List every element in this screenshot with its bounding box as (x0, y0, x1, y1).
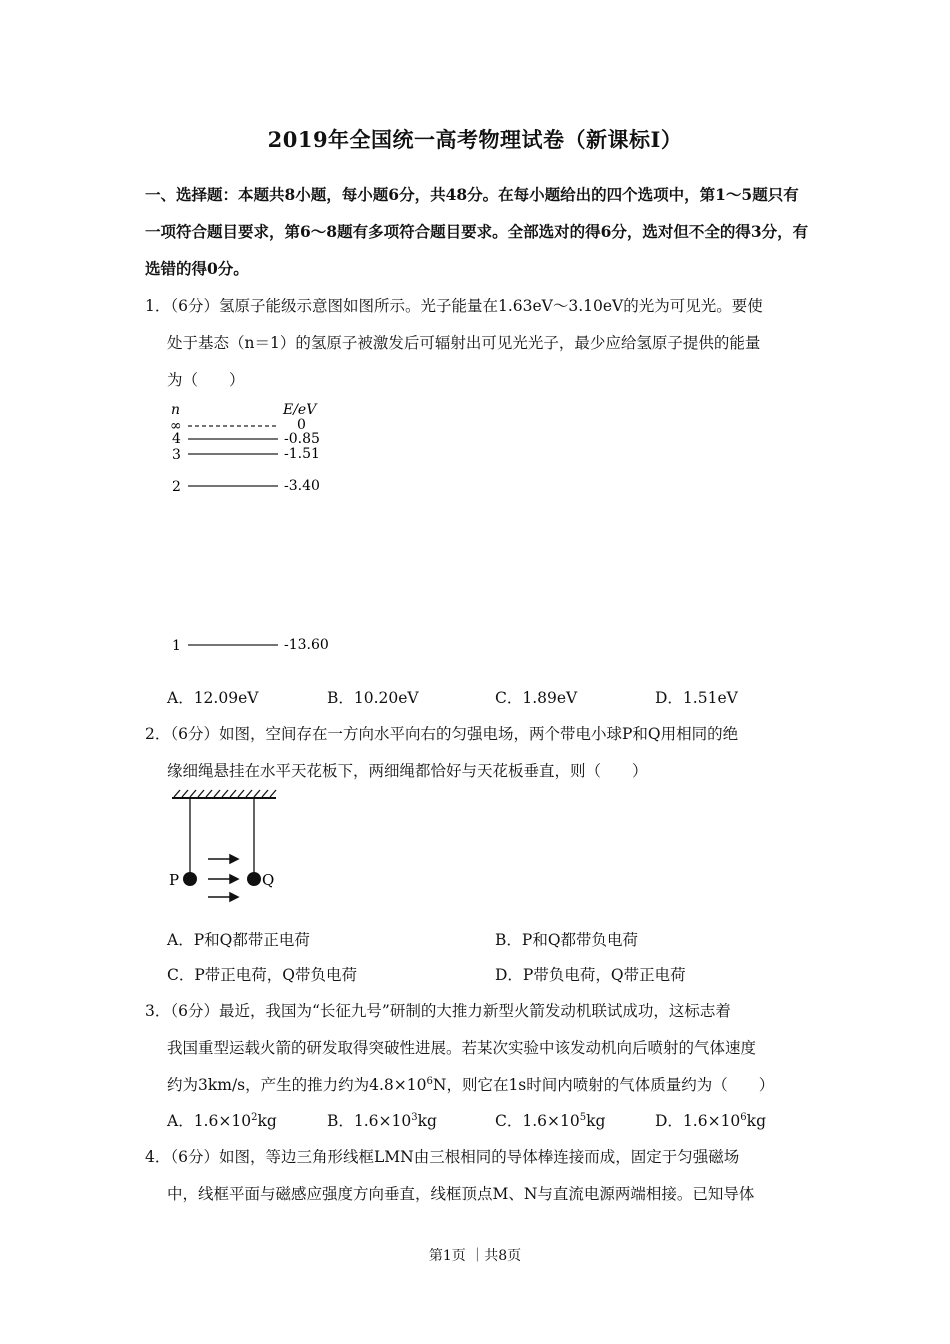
q3-option-b: B．$1.6\times 10^3kg$ (327, 1111, 437, 1130)
ball-q (247, 872, 261, 886)
level-energy: -13.60 (284, 637, 329, 653)
level-4 (172, 431, 320, 447)
level-n: 3 (172, 447, 181, 463)
page-title: 2019年全国统一高考物理试卷（新课标Ⅰ） (267, 127, 683, 152)
level-n: 1 (172, 638, 181, 654)
charged-balls-figure (162, 788, 292, 908)
energy-level-diagram (165, 398, 345, 660)
q1-option-c: C．1.89eV (495, 689, 578, 707)
q3-option-a: A．$1.6\times 10^2kg$ (167, 1111, 277, 1130)
ball-p (183, 872, 197, 886)
label-p: P (169, 871, 180, 889)
q2-line1: 2．（6分）如图，空间存在一方向水平向右的匀强电场，两个带电小球P和Q用相同的绝 (145, 725, 739, 743)
q3-option-d: D．$1.6\times 10^6kg$ (655, 1111, 766, 1130)
q3-line3 (167, 1073, 774, 1095)
level-energy: -0.85 (284, 431, 320, 447)
q1-option-d: D．1.51eV (655, 689, 738, 707)
q1-option-a: A．12.09eV (167, 689, 259, 707)
level-n: 2 (172, 479, 181, 495)
q4-line1: 4．（6分）如图，等边三角形线框LMN由三根相同的导体棒连接而成，固定于匀强磁场 (145, 1148, 740, 1166)
level-energy: 0 (297, 417, 306, 433)
q1-line1: 1．（6分）氢原子能级示意图如图所示。光子能量在1.63eV～3.10eV的光为可见光。要使 (145, 297, 763, 315)
q2-option-d: D．P带负电荷，Q带正电荷 (495, 966, 686, 984)
n-label: n (171, 402, 181, 418)
q1-line2: 处于基态（n＝1）的氢原子被激发后可辐射出可见光光子，最少应给氢原子提供的能量 (167, 334, 761, 352)
level-energy: -3.40 (284, 478, 320, 494)
q2-option-b: B．P和Q都带负电荷 (495, 931, 639, 949)
energy-axis-label: E/eV (283, 402, 317, 418)
level-1 (172, 637, 329, 654)
q3-line2: 我国重型运载火箭的研发取得突破性进展。若某次实验中该发动机向后喷射的气体速度 (167, 1039, 757, 1057)
q2-option-c: C．P带正电荷，Q带负电荷 (167, 966, 357, 984)
level-3 (172, 446, 320, 463)
field-arrows (208, 855, 238, 901)
q3-line3-tail: N，则它在1s时间内喷射的气体质量约为（ ） (432, 1076, 775, 1094)
level-n: ∞ (170, 418, 182, 434)
ceiling-hatch (174, 790, 276, 797)
q1-line3: 为（ ） (167, 371, 245, 389)
q2-line2: 缘细绳悬挂在水平天花板下，两细绳都恰好与天花板垂直，则（ ） (167, 762, 648, 780)
q2-option-a: A．P和Q都带正电荷 (167, 931, 310, 949)
section-heading: 一、选择题：本题共8小题，每小题6分，共48分。在每小题给出的四个选项中，第1～5题只有一项符合题目要求，第6～8题有多项符合题目要求。全部选对的得6分，选对但不全的得3分，有选错的得0分。 (145, 185, 809, 278)
q4-line2: 中，线框平面与磁感应强度方向垂直，线框顶点M、N与直流电源两端相接。已知导体 (167, 1185, 755, 1203)
level-energy: -1.51 (284, 446, 320, 462)
page-footer: 第1页 ｜共8页 (428, 1248, 522, 1264)
q3-line3-text: 约为3km/s，产生的推力约为4.8×10 (167, 1076, 427, 1094)
q1-option-b: B．10.20eV (327, 689, 419, 707)
label-q: Q (262, 871, 275, 889)
level-2 (172, 478, 320, 495)
q3-line1: 3．（6分）最近，我国为“长征九号”研制的大推力新型火箭发动机联试成功，这标志着 (145, 1002, 731, 1020)
q3-line3-exponent: 6 (426, 1075, 433, 1087)
level-n: 4 (172, 431, 181, 447)
q3-option-c: C．$1.6\times 10^5kg$ (495, 1111, 606, 1130)
